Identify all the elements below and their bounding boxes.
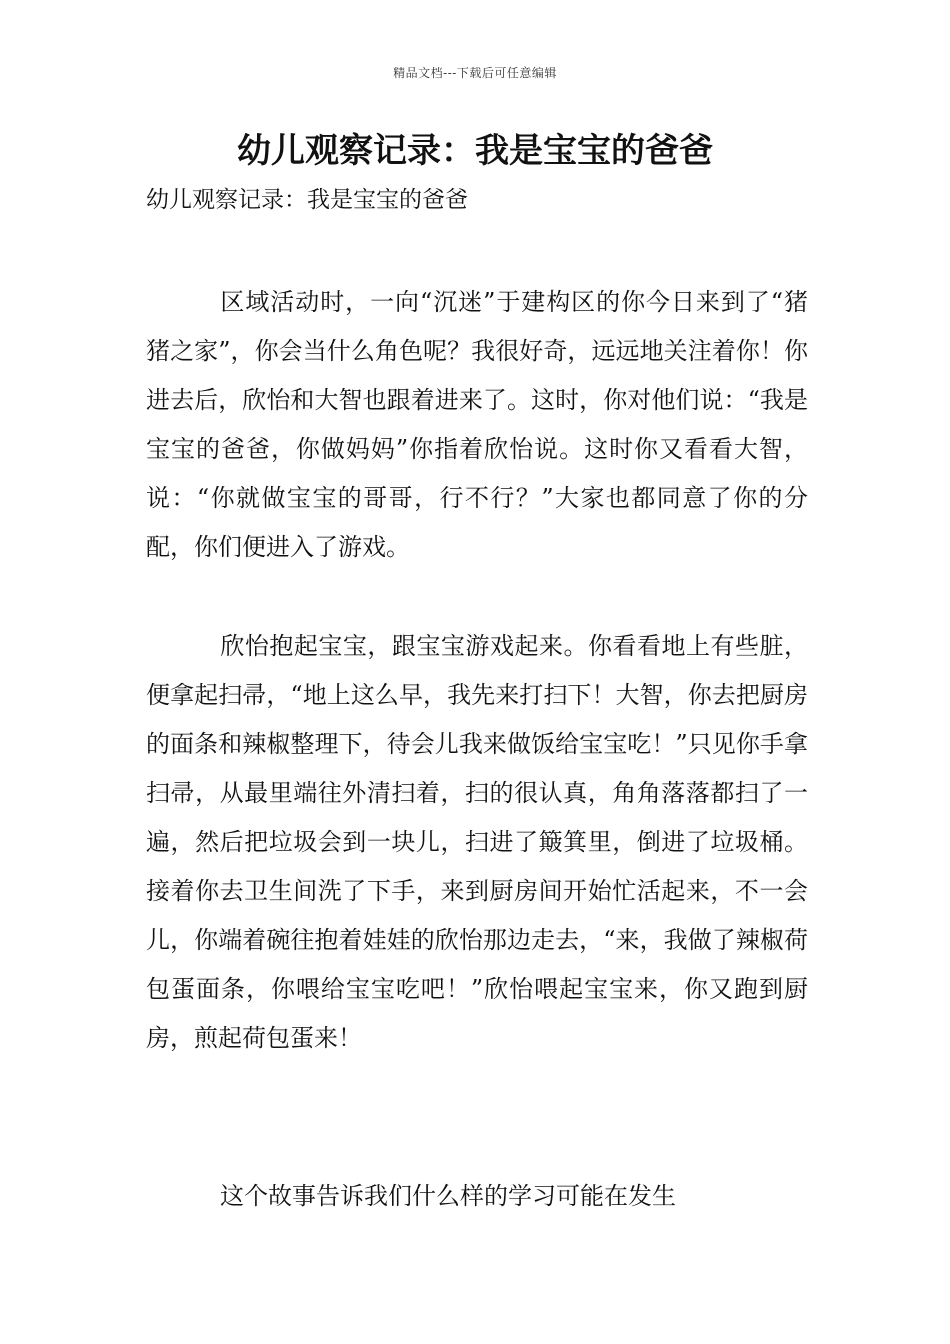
header-note: 精品文档---下载后可任意编辑 — [393, 66, 557, 80]
closing-line: 这个故事告诉我们什么样的学习可能在发生 — [220, 1182, 676, 1210]
document-subtitle: 幼儿观察记录：我是宝宝的爸爸 — [146, 187, 468, 213]
paragraph-2: 欣怡抱起宝宝，跟宝宝游戏起来。你看看地上有些脏，便拿起扫帚，“地上这么早，我先来打扫下！大智，你去把厨房的面条和辣椒整理下，待会儿我来做饭给宝宝吃！”只见你手拿扫帚，从最里端往外清扫着，扫的很认真，角角落落都扫了一遍，然后把垃圾会到一块儿，扫进了簸箕里，倒进了垃圾桶。接着你去卫生间洗了下手，来到厨房间开始忙活起来，不一会儿，你端着碗往抱着娃娃的欣怡那边走去，“来，我做了辣椒荷包蛋面条，你喂给宝宝吃吧！”欣怡喂起宝宝来，你又跑到厨房，煎起荷包蛋来！ — [146, 632, 808, 1052]
document-title: 幼儿观察记录：我是宝宝的爸爸 — [237, 131, 713, 171]
paragraph-1: 区域活动时，一向“沉迷”于建构区的你今日来到了“猪猪之家”，你会当什么角色呢？我很好奇，远远地关注着你！你进去后，欣怡和大智也跟着进来了。这时，你对他们说：“我是宝宝的爸爸，你做妈妈”你指着欣怡说。这时你又看看大智，说：“你就做宝宝的哥哥，行不行？”大家也都同意了你的分配，你们便进入了游戏。 — [146, 288, 808, 561]
